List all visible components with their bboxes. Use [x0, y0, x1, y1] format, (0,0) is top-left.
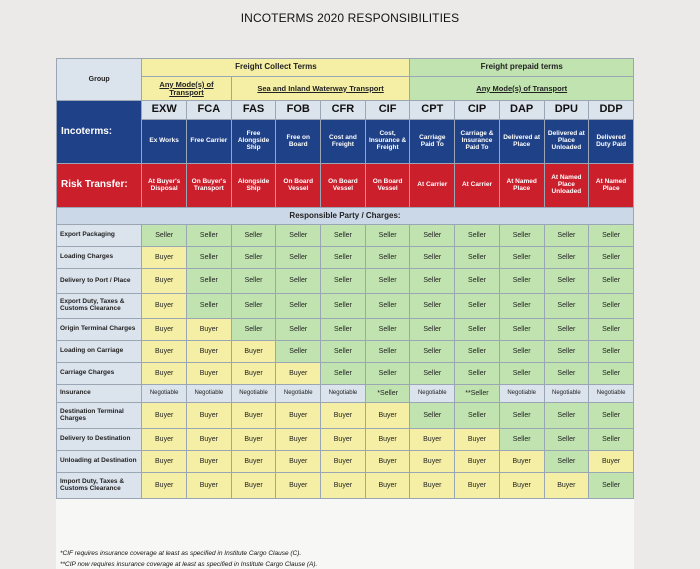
- responsibility-cell: Seller: [455, 319, 500, 341]
- table-row: [57, 319, 634, 341]
- responsibility-cell: Seller: [410, 341, 455, 363]
- table-row: [57, 451, 634, 473]
- incoterm-name-dpu: Delivered at Place Unloaded: [544, 120, 589, 164]
- responsibility-cell: Seller: [499, 403, 544, 429]
- responsibility-cell: Seller: [544, 247, 589, 269]
- incoterm-name-fas: Free Alongside Ship: [231, 120, 276, 164]
- freight-collect-header: Freight Collect Terms: [142, 59, 410, 77]
- responsibility-cell: Seller: [410, 247, 455, 269]
- responsibility-cell: Seller: [231, 269, 276, 294]
- responsibility-cell: Seller: [544, 451, 589, 473]
- responsibility-cell: Seller: [276, 294, 321, 319]
- risk-transfer-fob: On Board Vessel: [276, 164, 321, 208]
- row-label: Export Duty, Taxes & Customs Clearance: [57, 294, 142, 319]
- responsibility-cell: Buyer: [321, 451, 366, 473]
- responsibility-cell: Seller: [589, 247, 634, 269]
- responsibility-cell: Seller: [231, 294, 276, 319]
- incoterm-code-cif: CIF: [365, 101, 410, 120]
- responsibility-cell: Seller: [365, 341, 410, 363]
- incoterm-name-ddp: Delivered Duty Paid: [589, 120, 634, 164]
- row-label: Delivery to Port / Place: [57, 269, 142, 294]
- table-row: [57, 363, 634, 385]
- risk-transfer-fas: Alongside Ship: [231, 164, 276, 208]
- responsibility-cell: Seller: [410, 294, 455, 319]
- responsibility-cell: Seller: [589, 473, 634, 499]
- responsibility-cell: Buyer: [142, 247, 187, 269]
- responsibility-cell: Seller: [544, 429, 589, 451]
- responsibility-cell: Buyer: [276, 473, 321, 499]
- responsibility-cell: Seller: [455, 341, 500, 363]
- incoterm-code-fas: FAS: [231, 101, 276, 120]
- responsibility-cell: Seller: [544, 341, 589, 363]
- responsibility-cell: Negotiable: [499, 385, 544, 403]
- group-label: Group: [88, 75, 110, 83]
- responsibility-cell: Seller: [499, 294, 544, 319]
- responsibility-cell: Seller: [321, 294, 366, 319]
- responsibility-cell: Buyer: [231, 403, 276, 429]
- responsibility-cell: Buyer: [365, 403, 410, 429]
- risk-transfer-cpt: At Carrier: [410, 164, 455, 208]
- row-label: Import Duty, Taxes & Customs Clearance: [57, 473, 142, 499]
- responsibility-cell: Negotiable: [589, 385, 634, 403]
- responsibility-cell: Buyer: [499, 473, 544, 499]
- responsibility-cell: Negotiable: [231, 385, 276, 403]
- risk-transfer-dpu: At Named Place Unloaded: [544, 164, 589, 208]
- incoterm-code-cpt: CPT: [410, 101, 455, 120]
- responsibility-cell: Seller: [499, 363, 544, 385]
- incoterm-name-cif: Cost, Insurance & Freight: [365, 120, 410, 164]
- responsibility-cell: Seller: [410, 269, 455, 294]
- table-row: [57, 429, 634, 451]
- responsibility-cell: Buyer: [142, 294, 187, 319]
- responsibility-cell: Buyer: [410, 473, 455, 499]
- responsibility-cell: Seller: [276, 269, 321, 294]
- incoterm-name-cpt: Carriage Paid To: [410, 120, 455, 164]
- responsibility-cell: Buyer: [187, 429, 232, 451]
- responsibility-cell: Seller: [321, 341, 366, 363]
- risk-transfer-dap: At Named Place: [499, 164, 544, 208]
- responsibility-cell: Buyer: [142, 341, 187, 363]
- incoterms-table: [56, 58, 634, 499]
- responsibility-cell: Buyer: [455, 451, 500, 473]
- responsibility-cell: Seller: [589, 429, 634, 451]
- responsibility-cell: Seller: [231, 247, 276, 269]
- responsibility-cell: Buyer: [231, 473, 276, 499]
- responsibility-cell: Seller: [231, 319, 276, 341]
- responsibility-cell: Seller: [187, 269, 232, 294]
- incoterm-code-cip: CIP: [455, 101, 500, 120]
- responsibility-cell: Seller: [589, 363, 634, 385]
- row-label: Unloading at Destination: [57, 451, 142, 473]
- responsibility-cell: Buyer: [365, 429, 410, 451]
- row-label: Origin Terminal Charges: [57, 319, 142, 341]
- row-label: Export Packaging: [57, 225, 142, 247]
- responsibility-cell: Buyer: [276, 363, 321, 385]
- responsibility-cell: Seller: [142, 225, 187, 247]
- responsibility-cell: Buyer: [231, 451, 276, 473]
- responsibility-cell: Seller: [410, 225, 455, 247]
- row-label: Loading on Carriage: [57, 341, 142, 363]
- responsibility-cell: Negotiable: [187, 385, 232, 403]
- responsibility-cell: Seller: [455, 247, 500, 269]
- table-row: [57, 385, 634, 403]
- responsibility-cell: Buyer: [142, 319, 187, 341]
- responsibility-cell: Buyer: [365, 473, 410, 499]
- risk-transfer-ddp: At Named Place: [589, 164, 634, 208]
- row-label: Loading Charges: [57, 247, 142, 269]
- any-modes-header-a: Any Mode(s) of Transport: [142, 77, 231, 101]
- responsibility-cell: Buyer: [187, 451, 232, 473]
- responsibility-cell: Negotiable: [544, 385, 589, 403]
- table-row: [57, 225, 634, 247]
- incoterm-name-dap: Delivered at Place: [499, 120, 544, 164]
- any-modes-header-b: Any Mode(s) of Transport: [410, 77, 634, 101]
- sea-inland-header: Sea and Inland Waterway Transport: [231, 77, 410, 101]
- risk-transfer-cfr: On Board Vessel: [321, 164, 366, 208]
- risk-transfer-exw: At Buyer's Disposal: [142, 164, 187, 208]
- responsibility-cell: Seller: [187, 294, 232, 319]
- responsibility-cell: Buyer: [187, 403, 232, 429]
- incoterms-sheet: [56, 58, 634, 569]
- incoterm-code-dap: DAP: [499, 101, 544, 120]
- responsibility-cell: Buyer: [276, 451, 321, 473]
- table-row: [57, 403, 634, 429]
- responsibility-cell: Seller: [544, 225, 589, 247]
- risk-transfer-cip: At Carrier: [455, 164, 500, 208]
- responsibility-cell: Seller: [499, 429, 544, 451]
- responsibility-cell: Seller: [589, 341, 634, 363]
- risk-transfer-label: Risk Transfer:: [57, 164, 142, 208]
- page-title: INCOTERMS 2020 RESPONSIBILITIES: [240, 11, 460, 25]
- responsibility-cell: *Seller: [365, 385, 410, 403]
- responsibility-cell: Buyer: [187, 341, 232, 363]
- table-row: [57, 473, 634, 499]
- incoterm-code-fca: FCA: [187, 101, 232, 120]
- footnote-cip: **CIP now requires insurance coverage at least as specified in Institute Cargo Clause (A).: [60, 561, 318, 568]
- responsibility-cell: Seller: [455, 363, 500, 385]
- footnote-cif: *CIF requires insurance coverage at least as specified in Institute Cargo Clause (C).: [60, 550, 302, 557]
- responsibility-cell: Seller: [455, 269, 500, 294]
- responsibility-cell: Seller: [365, 269, 410, 294]
- responsibility-cell: Buyer: [499, 451, 544, 473]
- incoterms-label: Incoterms:: [57, 101, 142, 164]
- responsibility-cell: Buyer: [142, 403, 187, 429]
- responsibility-cell: Negotiable: [321, 385, 366, 403]
- responsibility-cell: Seller: [276, 247, 321, 269]
- incoterm-code-exw: EXW: [142, 101, 187, 120]
- responsibility-cell: Buyer: [231, 341, 276, 363]
- responsible-party-header: Responsible Party / Charges:: [57, 208, 634, 225]
- responsibility-cell: Seller: [499, 247, 544, 269]
- responsibility-cell: Buyer: [142, 269, 187, 294]
- incoterm-code-ddp: DDP: [589, 101, 634, 120]
- incoterm-code-dpu: DPU: [544, 101, 589, 120]
- responsibility-cell: Buyer: [142, 429, 187, 451]
- table-row: [57, 341, 634, 363]
- responsibility-cell: Seller: [365, 247, 410, 269]
- responsibility-cell: Seller: [410, 403, 455, 429]
- responsibility-cell: Seller: [410, 319, 455, 341]
- responsibility-cell: Buyer: [142, 473, 187, 499]
- responsibility-cell: Buyer: [544, 473, 589, 499]
- responsibility-cell: Buyer: [276, 403, 321, 429]
- responsibility-cell: Buyer: [455, 429, 500, 451]
- responsibility-cell: Buyer: [365, 451, 410, 473]
- row-label: Delivery to Destination: [57, 429, 142, 451]
- responsibility-cell: Buyer: [142, 451, 187, 473]
- group-label-cell: [57, 59, 142, 101]
- responsibility-cell: Seller: [499, 225, 544, 247]
- responsibility-cell: Seller: [589, 403, 634, 429]
- table-row: [57, 269, 634, 294]
- responsibility-cell: Seller: [321, 269, 366, 294]
- incoterm-name-exw: Ex Works: [142, 120, 187, 164]
- risk-transfer-cif: On Board Vessel: [365, 164, 410, 208]
- row-label: Insurance: [57, 385, 142, 403]
- responsibility-cell: Seller: [455, 403, 500, 429]
- responsibility-cell: Seller: [589, 319, 634, 341]
- responsibility-cell: Seller: [365, 319, 410, 341]
- responsibility-cell: Negotiable: [410, 385, 455, 403]
- responsibility-cell: Buyer: [231, 363, 276, 385]
- responsibility-cell: Seller: [455, 225, 500, 247]
- responsibility-cell: Seller: [544, 269, 589, 294]
- responsibility-cell: Seller: [321, 319, 366, 341]
- responsibility-cell: Seller: [410, 363, 455, 385]
- responsibility-cell: Seller: [499, 341, 544, 363]
- responsibility-cell: Seller: [589, 269, 634, 294]
- incoterm-name-cip: Carriage & Insurance Paid To: [455, 120, 500, 164]
- row-label: Carriage Charges: [57, 363, 142, 385]
- responsibility-cell: Buyer: [187, 473, 232, 499]
- responsibility-cell: Seller: [276, 341, 321, 363]
- responsibility-cell: Buyer: [231, 429, 276, 451]
- responsibility-cell: Negotiable: [142, 385, 187, 403]
- incoterm-name-cfr: Cost and Freight: [321, 120, 366, 164]
- responsibility-cell: Seller: [544, 294, 589, 319]
- incoterm-name-fca: Free Carrier: [187, 120, 232, 164]
- responsibility-cell: Seller: [276, 319, 321, 341]
- responsibility-cell: Negotiable: [276, 385, 321, 403]
- responsibility-cell: Buyer: [589, 451, 634, 473]
- responsibility-cell: Seller: [321, 363, 366, 385]
- responsibility-cell: Buyer: [187, 319, 232, 341]
- responsibility-cell: Seller: [455, 294, 500, 319]
- responsibility-cell: Seller: [321, 225, 366, 247]
- risk-transfer-fca: On Buyer's Transport: [187, 164, 232, 208]
- responsibility-cell: Seller: [589, 225, 634, 247]
- responsibility-cell: Buyer: [321, 473, 366, 499]
- freight-prepaid-header: Freight prepaid terms: [410, 59, 634, 77]
- responsibility-cell: Seller: [365, 363, 410, 385]
- responsibility-cell: Buyer: [142, 363, 187, 385]
- responsibility-cell: Buyer: [321, 403, 366, 429]
- table-row: [57, 294, 634, 319]
- responsibility-cell: Buyer: [410, 429, 455, 451]
- responsibility-cell: Seller: [499, 319, 544, 341]
- responsibility-cell: Seller: [231, 225, 276, 247]
- responsibility-cell: Buyer: [455, 473, 500, 499]
- responsibility-cell: Seller: [544, 403, 589, 429]
- responsibility-cell: Buyer: [276, 429, 321, 451]
- responsibility-cell: Buyer: [187, 363, 232, 385]
- incoterm-code-cfr: CFR: [321, 101, 366, 120]
- responsibility-cell: Seller: [365, 225, 410, 247]
- row-label: Destination Terminal Charges: [57, 403, 142, 429]
- responsibility-cell: **Seller: [455, 385, 500, 403]
- incoterm-code-fob: FOB: [276, 101, 321, 120]
- responsibility-cell: Seller: [321, 247, 366, 269]
- responsibility-cell: Seller: [499, 269, 544, 294]
- responsibility-cell: Buyer: [410, 451, 455, 473]
- responsibility-cell: Seller: [544, 363, 589, 385]
- responsibility-cell: Buyer: [321, 429, 366, 451]
- responsibility-cell: Seller: [589, 294, 634, 319]
- incoterm-name-fob: Free on Board: [276, 120, 321, 164]
- responsibility-cell: Seller: [544, 319, 589, 341]
- responsibility-cell: Seller: [187, 225, 232, 247]
- responsibility-cell: Seller: [365, 294, 410, 319]
- table-row: [57, 247, 634, 269]
- responsibility-cell: Seller: [276, 225, 321, 247]
- responsibility-cell: Seller: [187, 247, 232, 269]
